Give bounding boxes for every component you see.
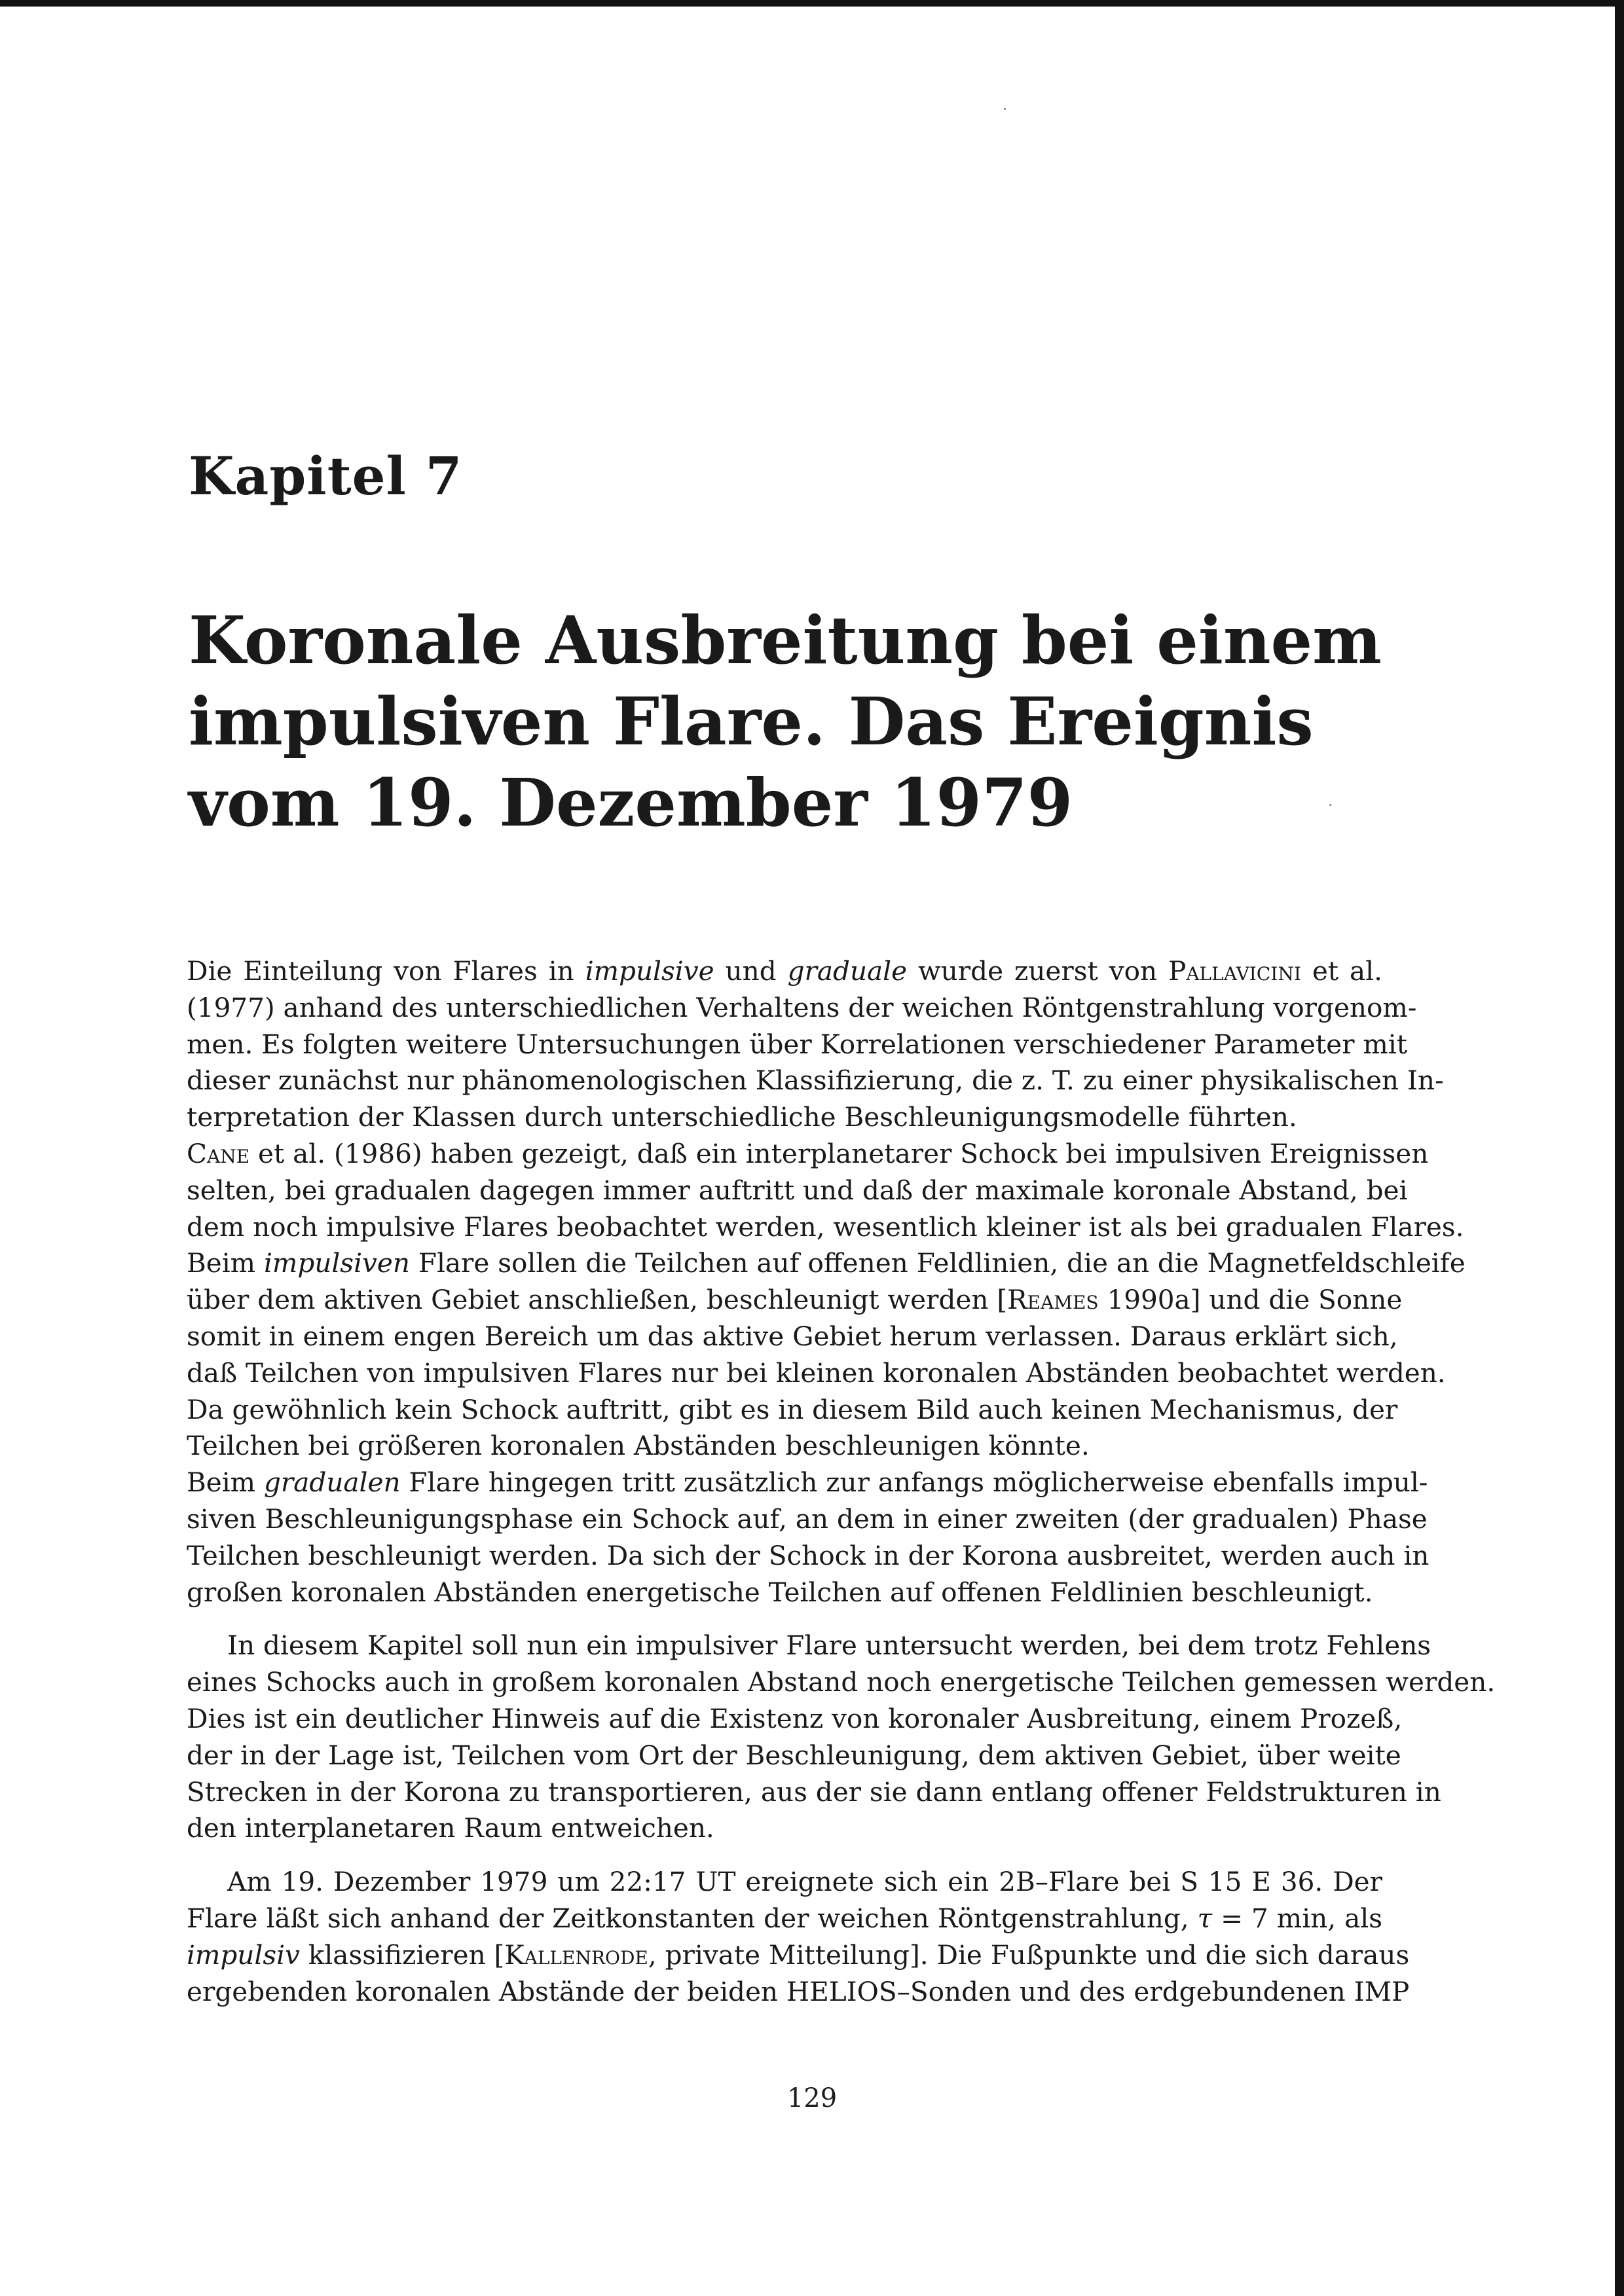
text-line: selten, bei gradualen dagegen immer auftritt und daß der maximale koronale Abstand, bei	[187, 1174, 1408, 1206]
chapter-title-line: vom 19. Dezember 1979	[189, 764, 1073, 841]
text-line: Da gewöhnlich kein Schock auftritt, gibt es in diesem Bild auch keinen Mechanismus, der	[187, 1393, 1398, 1425]
text-line: terpretation der Klassen durch unterschiedliche Beschleunigungsmodelle führten.	[187, 1101, 1297, 1133]
author-name: Cane	[187, 1137, 250, 1169]
chapter-title	[189, 600, 1498, 843]
chapter-title-line: impulsiven Flare. Das Ereignis	[189, 683, 1314, 760]
body-text	[187, 953, 1496, 2010]
text-line: über dem aktiven Gebiet anschließen, beschleunigt werden [Reames 1990a] und die Sonne	[187, 1284, 1403, 1316]
paragraph-chapter-aim	[187, 1628, 1496, 1847]
text-line: siven Beschleunigungsphase ein Schock auf, an dem in einer zweiten (der gradualen) Phase	[187, 1503, 1428, 1535]
text-line: dieser zunächst nur phänomenologischen Klassifizierung, die z. T. zu einer physikalischen In-	[187, 1065, 1444, 1097]
term-gradualen: gradualen	[263, 1467, 401, 1499]
text-line: Strecken in der Korona zu transportieren, aus der sie dann entlang offener Feldstrukturen in	[187, 1776, 1441, 1808]
term-graduale: graduale	[787, 955, 908, 987]
text-line: Teilchen beschleunigt werden. Da sich der Schock in der Korona ausbreitet, werden auch in	[187, 1539, 1430, 1571]
author-name: Reames	[1007, 1284, 1099, 1316]
chapter-title-line: Koronale Ausbreitung bei einem	[189, 602, 1382, 679]
text-line: Dies ist ein deutlicher Hinweis auf die Existenz von koronaler Ausbreitung, einem Prozeß,	[187, 1702, 1403, 1734]
text-line: Die Einteilung von Flares in impulsive und graduale wurde zuerst von Pallavicini et al.	[187, 955, 1383, 987]
chapter-label: Kapitel 7	[189, 445, 463, 507]
text-line: dem noch impulsive Flares beobachtet werden, wesentlich kleiner ist als bei gradualen Flares.	[187, 1211, 1464, 1243]
term-impulsiven: impulsiven	[263, 1247, 410, 1279]
text-line: impulsiv klassifizieren [Kallenrode, private Mitteilung]. Die Fußpunkte und die sich daraus	[187, 1939, 1410, 1971]
text-line: Teilchen bei größeren koronalen Abständen beschleunigen könnte.	[187, 1430, 1090, 1462]
text-line: Flare läßt sich anhand der Zeitkonstanten der weichen Röntgenstrahlung, τ = 7 min, als	[187, 1902, 1382, 1934]
text-line: großen koronalen Abständen energetische Teilchen auf offenen Feldlinien beschleunigt.	[187, 1576, 1373, 1608]
text-line: der in der Lage ist, Teilchen vom Ort der Beschleunigung, dem aktiven Gebiet, über weite	[187, 1739, 1401, 1771]
scan-border-right	[1615, 0, 1624, 2296]
text-line: somit in einem engen Bereich um das aktive Gebiet herum verlassen. Daraus erklärt sich,	[187, 1320, 1398, 1352]
term-impulsive: impulsive	[585, 955, 714, 987]
text-line: Beim gradualen Flare hingegen tritt zusätzlich zur anfangs möglicherweise ebenfalls impul-	[187, 1467, 1428, 1499]
text-line: ergebenden koronalen Abstände der beiden HELIOS–Sonden und des erdgebundenen IMP	[187, 1975, 1410, 2007]
term-impulsiv: impulsiv	[187, 1939, 300, 1971]
text-line: eines Schocks auch in großem koronalen Abstand noch energetische Teilchen gemessen werden.	[187, 1666, 1496, 1698]
text-line: Cane et al. (1986) haben gezeigt, daß ein interplanetarer Schock bei impulsiven Ereignissen	[187, 1137, 1429, 1169]
text-line: den interplanetaren Raum entweichen.	[187, 1812, 714, 1844]
scan-speck	[1004, 108, 1006, 110]
scan-border-top	[0, 0, 1624, 7]
text-line: Beim impulsiven Flare sollen die Teilchen auf offenen Feldlinien, die an die Magnetfeldschleife	[187, 1247, 1466, 1279]
symbol-tau: τ	[1197, 1902, 1213, 1934]
page-number: 129	[786, 2083, 838, 2113]
text-line: men. Es folgten weitere Untersuchungen über Korrelationen verschiedener Parameter mit	[187, 1028, 1407, 1060]
paragraph-impulsive-flare	[187, 1245, 1466, 1465]
author-name: Pallavicini	[1168, 955, 1301, 987]
text-line: Am 19. Dezember 1979 um 22:17 UT ereignete sich ein 2B–Flare bei S 15 E 36. Der	[227, 1866, 1382, 1898]
paragraph-event-description	[187, 1864, 1410, 2010]
text-line: daß Teilchen von impulsiven Flares nur bei kleinen koronalen Abständen beobachtet werden.	[187, 1357, 1446, 1389]
paragraph-cane-shock	[187, 1136, 1464, 1245]
text-line: (1977) anhand des unterschiedlichen Verhaltens der weichen Röntgenstrahlung vorgenom-	[187, 991, 1417, 1023]
text-line: In diesem Kapitel soll nun ein impulsiver Flare untersucht werden, bei dem trotz Fehlens	[227, 1630, 1431, 1662]
author-name: Kallenrode	[504, 1939, 648, 1971]
paragraph-gradual-flare	[187, 1465, 1430, 1611]
paragraph-flare-classification	[187, 953, 1444, 1136]
